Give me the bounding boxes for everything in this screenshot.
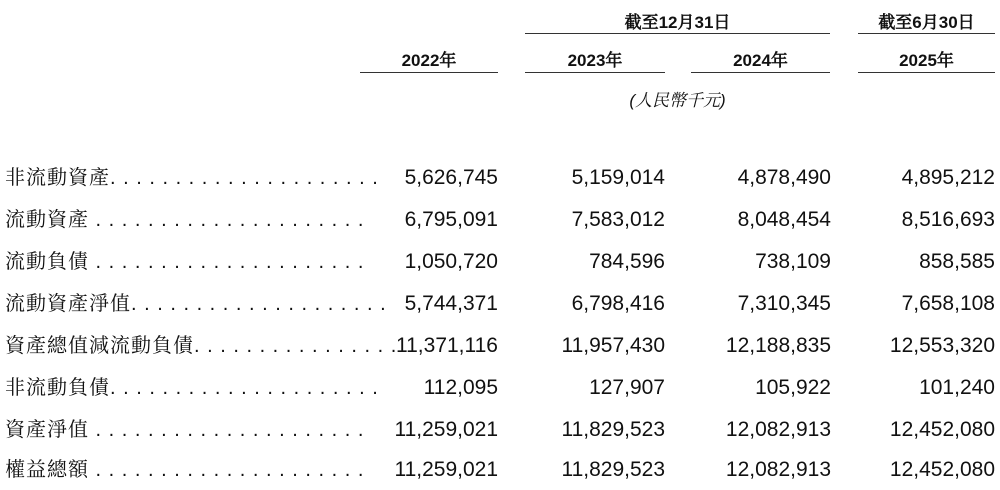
cell-2025: 12,452,080 (889, 458, 995, 481)
cell-2023: 11,957,430 (561, 334, 665, 357)
year-header-2024: 2024年 (733, 51, 788, 70)
row-label: 流動負債 . . . . . . . . . . . . . . . . . . . . . (5, 251, 365, 273)
year-header-2023: 2023年 (567, 51, 623, 70)
cell-2025: 12,553,320 (889, 334, 995, 357)
cell-2022: 11,371,116 (396, 334, 498, 357)
cell-2023: 7,583,012 (571, 208, 665, 231)
cell-2024: 738,109 (755, 250, 831, 273)
row-label: 資產總值減流動負債. . . . . . . . . . . . . . . . (5, 335, 398, 357)
row-label: 權益總額 . . . . . . . . . . . . . . . . . . . . . (5, 459, 365, 481)
cell-2024: 7,310,345 (737, 292, 831, 315)
cell-2023: 127,907 (589, 376, 665, 399)
row-label: 非流動負債. . . . . . . . . . . . . . . . . . . . . (5, 377, 379, 399)
table-row (0, 328, 1000, 364)
cell-2022: 5,626,745 (404, 166, 498, 189)
cell-2024: 8,048,454 (737, 208, 831, 231)
cell-2025: 4,895,212 (901, 166, 995, 189)
cell-2025: 858,585 (919, 250, 995, 273)
cell-2022: 112,095 (423, 376, 498, 399)
cell-2025: 7,658,108 (901, 292, 995, 315)
row-label: 資產淨值 . . . . . . . . . . . . . . . . . . . . . (5, 419, 365, 441)
year-rule-2025 (858, 72, 995, 73)
year-header-2022: 2022年 (401, 51, 457, 70)
cell-2024: 4,878,490 (737, 166, 831, 189)
cell-2025: 101,240 (919, 376, 995, 399)
cell-2022: 5,744,371 (404, 292, 498, 315)
year-rule-2022 (360, 72, 498, 73)
cell-2022: 6,795,091 (404, 208, 498, 231)
year-rule-2023 (525, 72, 665, 73)
table-row (0, 202, 1000, 238)
table-row (0, 244, 1000, 280)
cell-2025: 8,516,693 (901, 208, 995, 231)
cell-2023: 11,829,523 (561, 418, 665, 441)
table-row (0, 160, 1000, 196)
cell-2024: 12,082,913 (725, 418, 831, 441)
cell-2023: 11,829,523 (561, 458, 665, 481)
group-rule-jun30 (858, 33, 995, 34)
table-row (0, 370, 1000, 406)
table-row (0, 412, 1000, 448)
cell-2023: 784,596 (589, 250, 665, 273)
row-label: 流動資產 . . . . . . . . . . . . . . . . . . . . . (5, 209, 365, 231)
cell-2023: 6,798,416 (571, 292, 665, 315)
group-rule-dec31 (525, 33, 830, 34)
year-header-2025: 2025年 (899, 51, 954, 70)
cell-2025: 12,452,080 (889, 418, 995, 441)
year-rule-2024 (691, 72, 830, 73)
group-header-dec31: 截至12月31日 (624, 13, 731, 32)
cell-2024: 12,082,913 (725, 458, 831, 481)
table-row (0, 452, 1000, 488)
row-label: 流動資產淨值. . . . . . . . . . . . . . . . . . . . (5, 293, 387, 315)
group-header-jun30: 截至6月30日 (878, 13, 975, 32)
cell-2022: 1,050,720 (404, 250, 498, 273)
table-row (0, 286, 1000, 322)
row-label: 非流動資產. . . . . . . . . . . . . . . . . . . . . (5, 167, 379, 189)
cell-2024: 12,188,835 (725, 334, 831, 357)
unit-caption: (人民幣千元) (629, 91, 726, 110)
cell-2023: 5,159,014 (571, 166, 665, 189)
cell-2024: 105,922 (755, 376, 831, 399)
cell-2022: 11,259,021 (394, 418, 498, 441)
cell-2022: 11,259,021 (394, 458, 498, 481)
